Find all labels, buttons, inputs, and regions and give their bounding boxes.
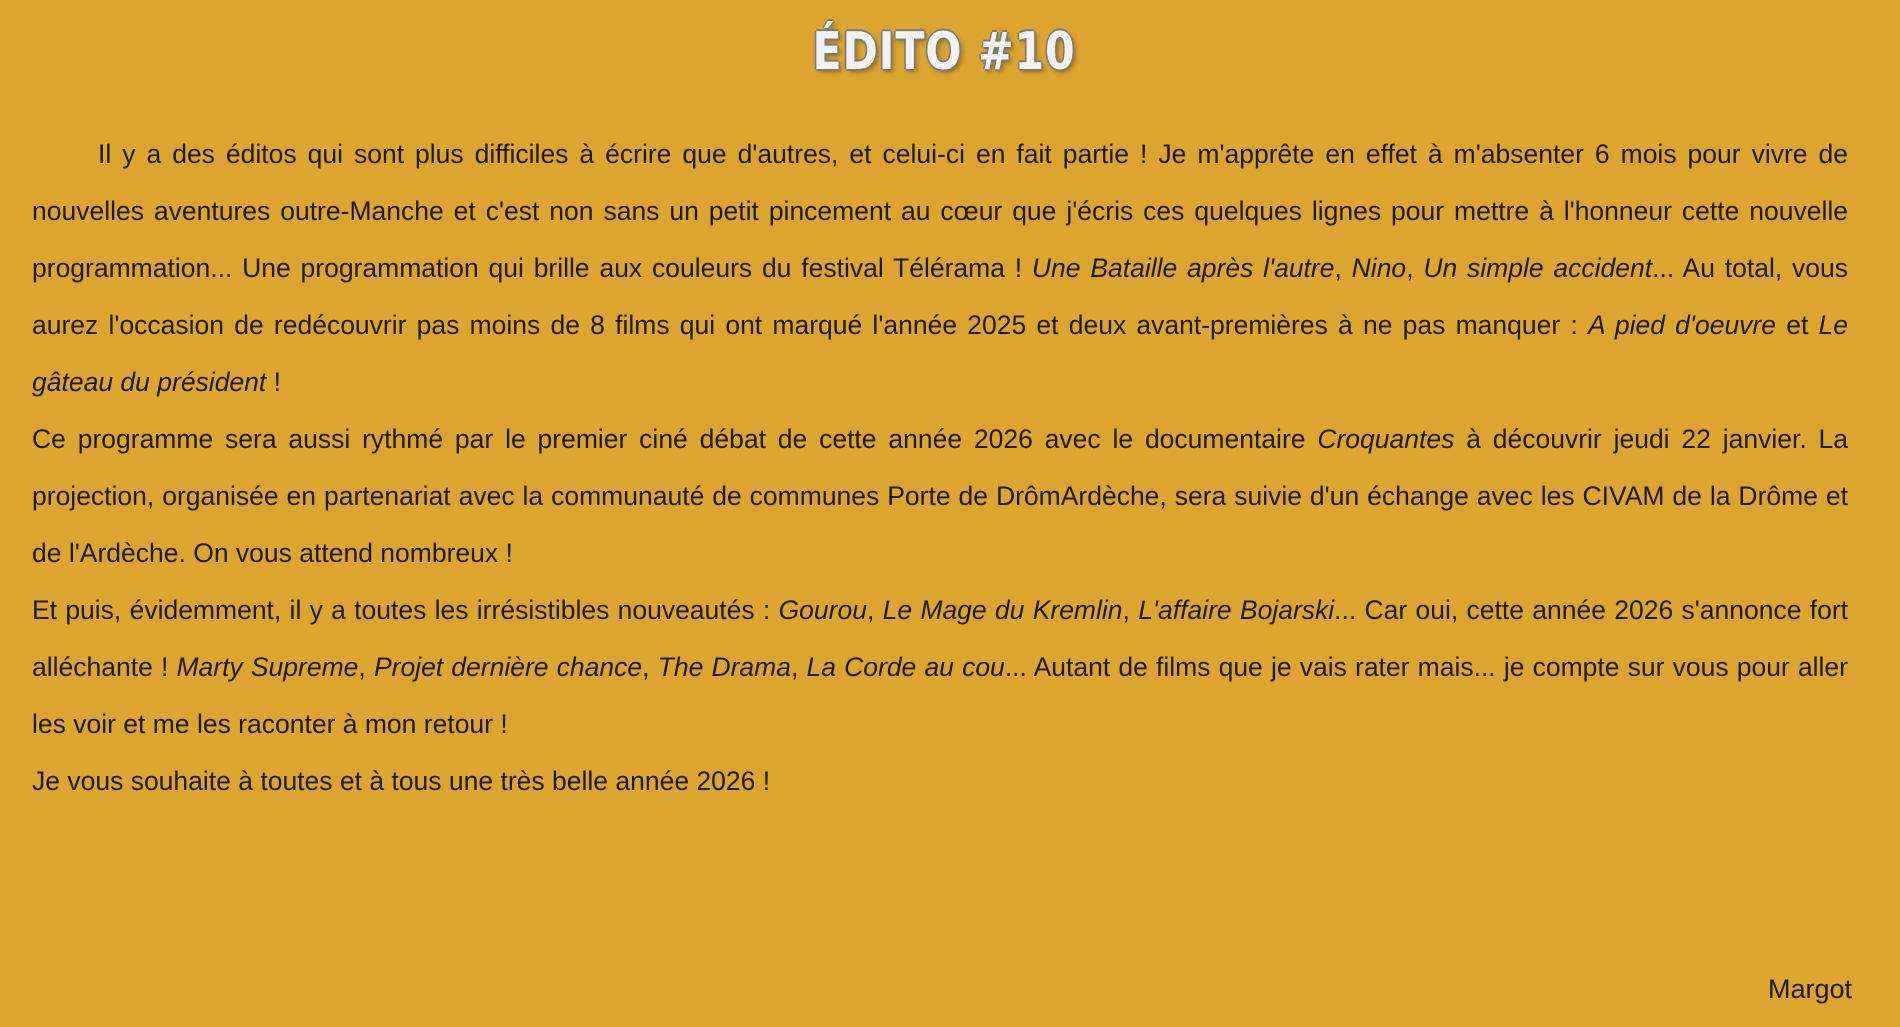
- film-title: Gourou: [778, 595, 867, 625]
- film-title: Le gâteau du président: [32, 310, 1848, 397]
- text-run: Il y a des éditos qui sont plus difficiles à écrire que d'autres, et celui-ci en fait partie ! Je m'apprête en effet à m'absenter 6 mois pour vivre de nouvelles aventures outre-Manche et c'est non sans un petit pincement au cœur que j'écris ces quelques lignes pour mettre à l'honneur cette nouvelle programmation... Une programmation qui brille aux couleurs du festival Télérama !: [32, 139, 1848, 283]
- text-run: Ce programme sera aussi rythmé par le premier ciné débat de cette année 2026 avec le documentaire: [32, 424, 1318, 454]
- text-run: ,: [1122, 595, 1139, 625]
- text-run: et: [1776, 310, 1819, 340]
- text-run: ... Autant de films que je vais rater mais... je compte sur vous pour aller les voir et me les raconter à mon retour !: [32, 652, 1848, 739]
- paragraph: [32, 411, 1848, 582]
- film-title: A pied d'oeuvre: [1587, 310, 1776, 340]
- film-title: Marty Supreme: [176, 652, 359, 682]
- text-run: ... Au total, vous aurez l'occasion de redécouvrir pas moins de 8 films qui ont marqué l'année 2025 et deux avant-premières à ne pas manquer :: [32, 253, 1848, 340]
- text-run: !: [266, 367, 282, 397]
- text-run: Je vous souhaite à toutes et à tous une très belle année 2026 !: [32, 766, 771, 796]
- text-run: ,: [866, 595, 883, 625]
- text-run: ,: [358, 652, 374, 682]
- film-title: Le Mage du Kremlin: [882, 595, 1123, 625]
- film-title: Projet dernière chance: [373, 652, 643, 682]
- film-title: L'affaire Bojarski: [1138, 595, 1335, 625]
- film-title: Croquantes: [1317, 424, 1455, 454]
- page-title: ÉDITO #10: [812, 22, 1076, 82]
- paragraph: [32, 582, 1848, 753]
- text-run: Et puis, évidemment, il y a toutes les irrésistibles nouveautés :: [32, 595, 779, 625]
- text-run: ,: [642, 652, 658, 682]
- film-title: The Drama: [657, 652, 791, 682]
- film-title: Un simple accident: [1423, 253, 1653, 283]
- film-title: Nino: [1351, 253, 1407, 283]
- text-run: ,: [1406, 253, 1424, 283]
- text-run: à découvrir jeudi 22 janvier. La projection, organisée en partenariat avec la communauté de communes Porte de DrômArdèche, sera suivie d'un échange avec les CIVAM de la Drôme et de l'Ardèche. On vous attend nombreux !: [32, 424, 1848, 568]
- film-title: La Corde au cou: [806, 652, 1005, 682]
- text-run: ,: [790, 652, 807, 682]
- paragraph: [32, 126, 1848, 411]
- signature: Margot: [1767, 974, 1852, 1004]
- text-run: ,: [1334, 253, 1352, 283]
- editorial-body: [32, 126, 1856, 810]
- text-run: ... Car oui, cette année 2026 s'annonce fort alléchante !: [32, 595, 1849, 682]
- film-title: Une Bataille après l'autre: [1031, 253, 1335, 283]
- paragraph: [32, 753, 1848, 810]
